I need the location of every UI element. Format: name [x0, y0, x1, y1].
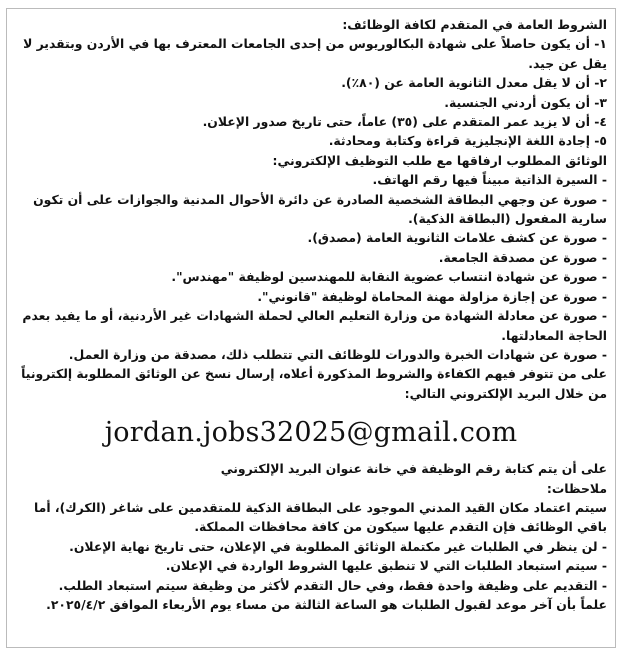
condition-item: ١- أن يكون حاصلاً على شهادة البكالوريوس من إحدى الجامعات المعترف بها في الأردن وبتقدير لا يقل عن جيد. — [23, 36, 607, 71]
condition-item: ٢- أن لا يقل معدل الثانوية العامة عن (٨٠٪). — [341, 75, 607, 91]
condition-item: ٣- أن يكون أردني الجنسية. — [444, 94, 607, 110]
note-item: سيتم اعتماد مكان القيد المدني الموجود على البطاقة الذكية للمتقدمين على شاغر (الكرك)، أما باقي الوظائف فإن التقدم عليها سيكون من كافة محافظات المملكة. — [34, 499, 607, 535]
document-item: - صورة عن وجهي البطاقة الشخصية الصادرة عن دائرة الأحوال المدنية والجوازات على أن تكون سارية المفعول (البطاقة الذكية). — [33, 191, 607, 227]
note-item: - سيتم استبعاد الطلبات التي لا تنطبق عليها الشروط الواردة في الإعلان. — [165, 558, 607, 574]
documents-title: الوثائق المطلوب ارفاقها مع طلب التوظيف الإلكتروني: — [272, 152, 607, 168]
condition-item: ٥- إجادة اللغة الإنجليزية قراءة وكتابة ومحادثة. — [328, 133, 607, 149]
notes-title: ملاحظات: — [546, 480, 607, 496]
general-conditions-title: الشروط العامة في المتقدم لكافة الوظائف: — [342, 17, 607, 32]
apply-instruction: على من تتوفر فيهم الكفاءة والشروط المذكورة أعلاه، إرسال نسخ عن الوثائق المطلوبة إلكترونياً من خلال البريد الإلكتروني التالي: — [21, 366, 607, 401]
document-item: - صورة عن معادلة الشهادة من وزارة التعليم العالي لحملة الشهادات غير الأردنية، أو ما يفيد بعدم الحاجة المعادلتها. — [22, 308, 607, 343]
document-item: - صورة عن إجازة مزاولة مهنة المحاماة لوظيفة "قانوني". — [257, 288, 607, 304]
document-item: - صورة عن شهادات الخبرة والدورات للوظائف التي تتطلب ذلك، مصدقة من وزارة العمل. — [68, 346, 607, 362]
document-item: - السيرة الذاتية مبيناً فيها رقم الهاتف. — [372, 172, 607, 188]
deadline-text: علماً بأن آخر موعد لقبول الطلبات هو الساعة الثالثة من مساء يوم الأربعاء الموافق ٢٠٢٥/٤/٢. — [46, 596, 607, 612]
document-item: - صورة عن مصدقة الجامعة. — [438, 249, 607, 265]
job-notice — [6, 8, 616, 648]
condition-item: ٤- أن لا يزيد عمر المتقدم على (٣٥) عاماً، حتى تاريخ صدور الإعلان. — [202, 114, 607, 130]
note-item: - لن ينظر في الطلبات غير مكتملة الوثائق المطلوبة في الإعلان، حتى تاريخ نهاية الإعلان. — [69, 538, 607, 554]
subject-instruction: على أن يتم كتابة رقم الوظيفة في خانة عنوان البريد الإلكتروني — [220, 461, 607, 477]
document-item: - صورة عن شهادة انتساب عضوية النقابة للمهندسين لوظيفة "مهندس". — [171, 269, 607, 285]
note-item: - التقديم على وظيفة واحدة فقط، وفي حال التقدم لأكثر من وظيفة سيتم استبعاد الطلب. — [58, 577, 607, 593]
application-email: jordan.jobs32025@gmail.com — [104, 417, 518, 449]
document-item: - صورة عن كشف علامات الثانوية العامة (مصدق). — [307, 230, 607, 246]
